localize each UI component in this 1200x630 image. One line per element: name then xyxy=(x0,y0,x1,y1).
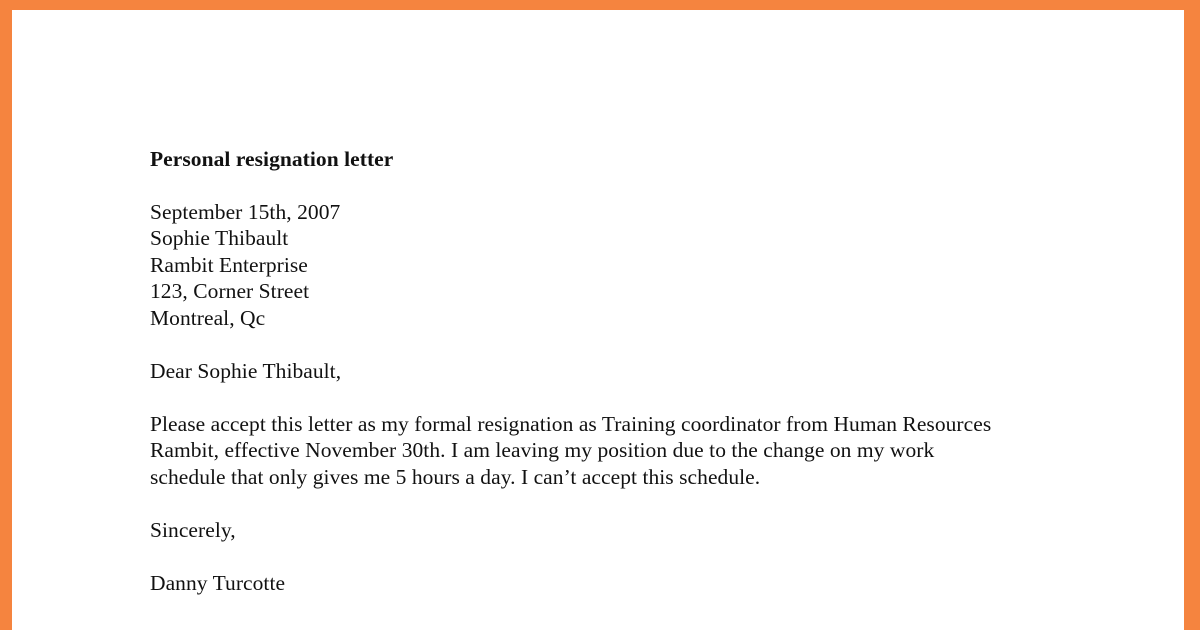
body-line: Rambit, effective November 30th. I am leaving my position due to the change on my work xyxy=(150,438,935,462)
signature-name: Danny Turcotte xyxy=(150,570,286,595)
letter-date: September 15th, 2007 xyxy=(150,199,341,224)
body-line: Please accept this letter as my formal resignation as Training coordinator from Human Resources xyxy=(150,411,992,436)
body-paragraph xyxy=(150,411,1070,491)
address-block xyxy=(150,199,1070,332)
salutation: Dear Sophie Thibault, xyxy=(150,358,342,383)
letter-title: Personal resignation letter xyxy=(150,147,394,171)
recipient-street: 123, Corner Street xyxy=(150,279,310,303)
recipient-company: Rambit Enterprise xyxy=(150,252,308,277)
closing: Sincerely, xyxy=(150,517,236,542)
body-line: schedule that only gives me 5 hours a day. I can’t accept this schedule. xyxy=(150,464,761,489)
recipient-name: Sophie Thibault xyxy=(150,226,289,250)
letter-body xyxy=(150,146,1070,623)
recipient-city: Montreal, Qc xyxy=(150,305,266,330)
